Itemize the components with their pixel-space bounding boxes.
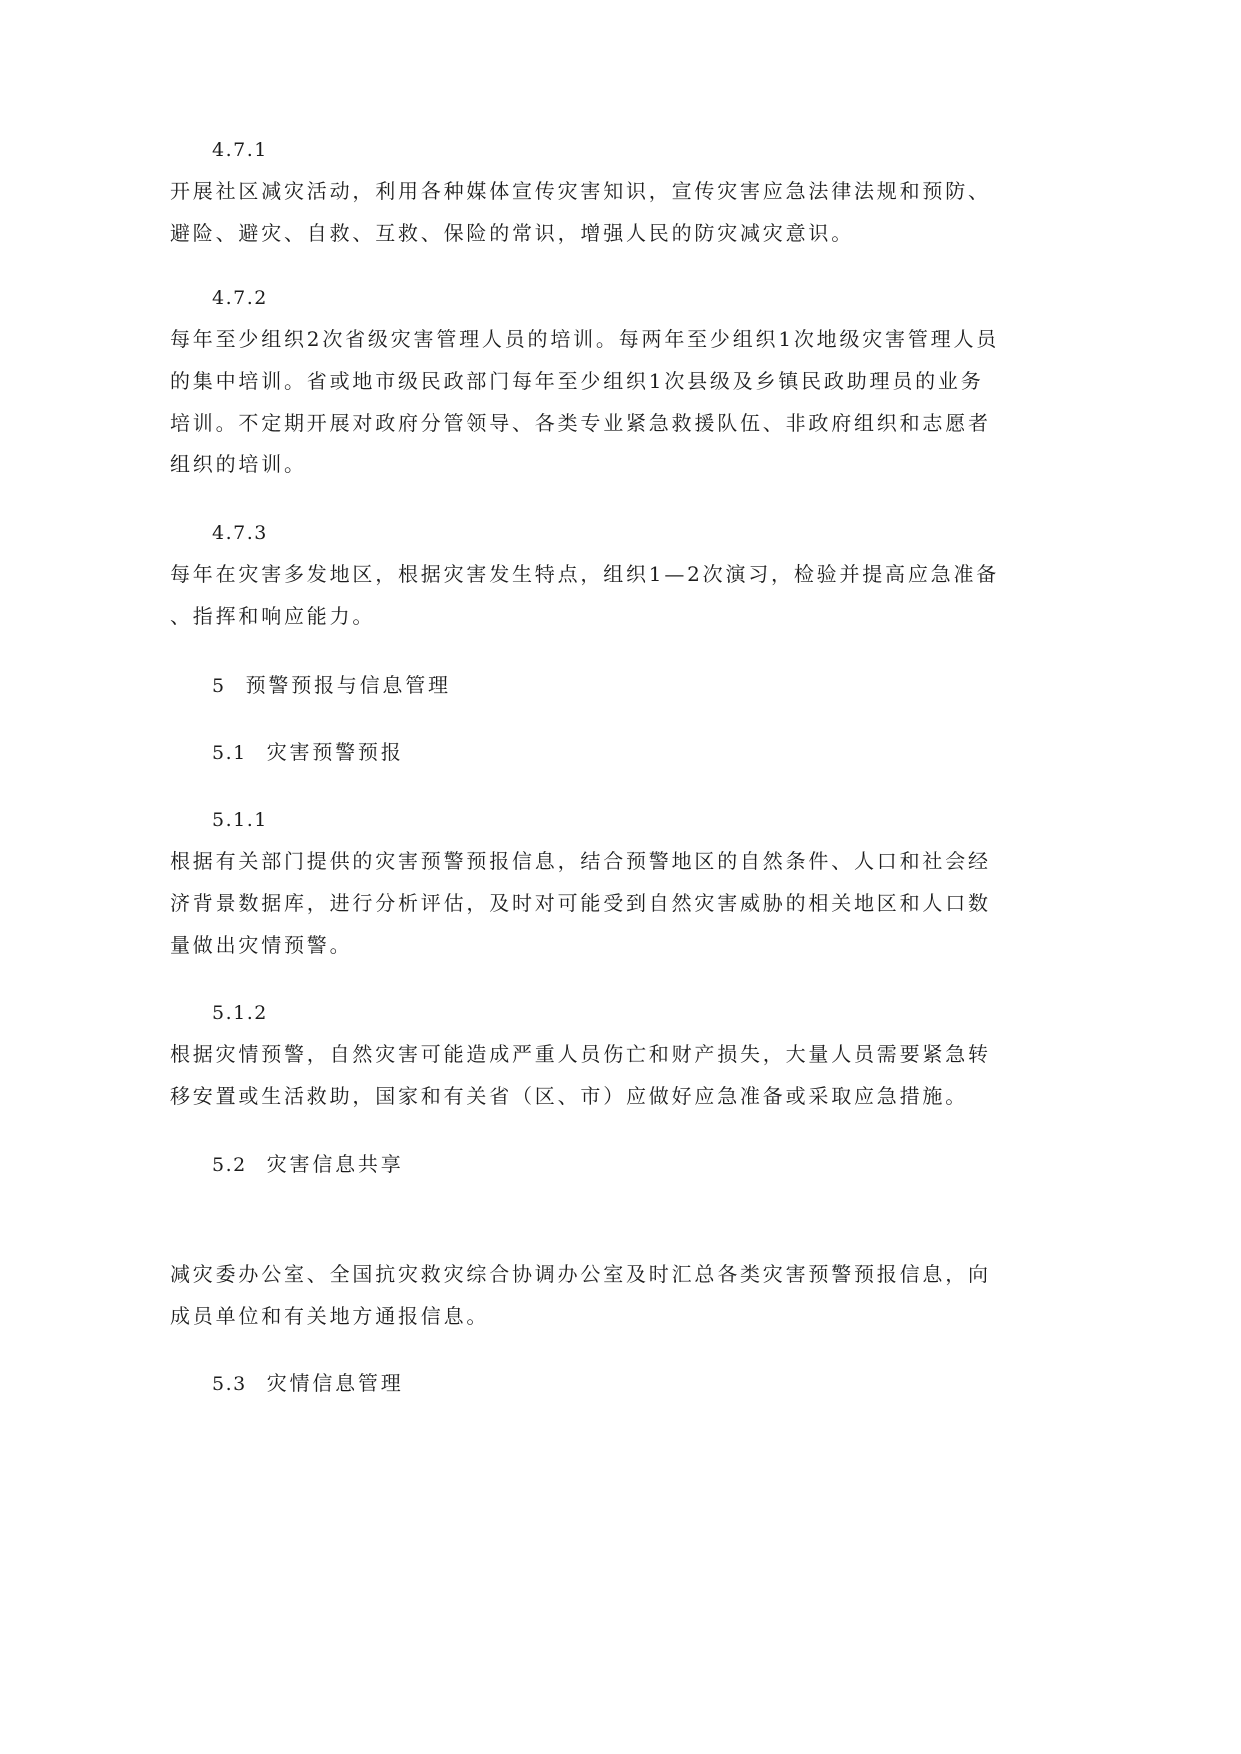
paragraph-line: 根据灾情预警，自然灾害可能造成严重人员伤亡和财产损失，大量人员需要紧急转 (170, 1042, 991, 1066)
heading-number: 5.3 (212, 1373, 247, 1395)
section-number-4-7-1: 4.7.1 (212, 139, 268, 161)
paragraph-5-2 (170, 1254, 1070, 1338)
heading-number: 5.1 (212, 742, 247, 764)
heading-title: 灾情信息管理 (266, 1371, 404, 1395)
heading-title: 灾害预警预报 (266, 740, 404, 764)
paragraph-line: 根据有关部门提供的灾害预警预报信息，结合预警地区的自然条件、人口和社会经 (170, 849, 991, 873)
paragraph-line: 每年至少组织2次省级灾害管理人员的培训。每两年至少组织1次地级灾害管理人员 (170, 327, 1000, 351)
paragraph-line: 组织的培训。 (170, 452, 307, 477)
paragraph-line: 济背景数据库，进行分析评估，及时对可能受到自然灾害威胁的相关地区和人口数 (170, 890, 991, 915)
paragraph-line: 的集中培训。省或地市级民政部门每年至少组织1次县级及乡镇民政助理员的业务 (170, 368, 984, 393)
heading-number: 5.2 (212, 1154, 247, 1176)
heading-title: 预警预报与信息管理 (245, 673, 451, 697)
paragraph-4-7-2 (170, 319, 1070, 486)
chapter-heading-5 (212, 664, 451, 706)
paragraph-5-1-2 (170, 1034, 1070, 1118)
paragraph-4-7-1 (170, 171, 1070, 255)
paragraph-line: 减灾委办公室、全国抗灾救灾综合协调办公室及时汇总各类灾害预警预报信息，向 (170, 1262, 991, 1286)
section-number-5-1-2: 5.1.2 (212, 1002, 268, 1024)
heading-number: 5 (212, 675, 226, 697)
paragraph-line: 避险、避灾、自救、互救、保险的常识，增强人民的防灾减灾意识。 (170, 220, 854, 245)
paragraph-line: 移安置或生活救助，国家和有关省（区、市）应做好应急准备或采取应急措施。 (170, 1083, 968, 1108)
paragraph-line: 、指挥和响应能力。 (170, 603, 376, 628)
paragraph-5-1-1 (170, 841, 1070, 966)
section-heading-5-3 (212, 1362, 404, 1404)
paragraph-line: 量做出灾情预警。 (170, 932, 353, 957)
section-heading-5-2 (212, 1143, 404, 1185)
section-number-5-1-1: 5.1.1 (212, 809, 268, 831)
section-number-4-7-2: 4.7.2 (212, 287, 268, 309)
paragraph-line: 开展社区减灾活动，利用各种媒体宣传灾害知识，宣传灾害应急法律法规和预防、 (170, 179, 991, 203)
heading-title: 灾害信息共享 (266, 1152, 404, 1176)
paragraph-line: 每年在灾害多发地区，根据灾害发生特点，组织1—2次演习，检验并提高应急准备 (170, 562, 1000, 586)
section-number-4-7-3: 4.7.3 (212, 522, 268, 544)
section-heading-5-1 (212, 731, 404, 773)
paragraph-line: 成员单位和有关地方通报信息。 (170, 1303, 490, 1328)
paragraph-4-7-3 (170, 554, 1070, 638)
paragraph-line: 培训。不定期开展对政府分管领导、各类专业紧急救援队伍、非政府组织和志愿者 (170, 410, 991, 435)
